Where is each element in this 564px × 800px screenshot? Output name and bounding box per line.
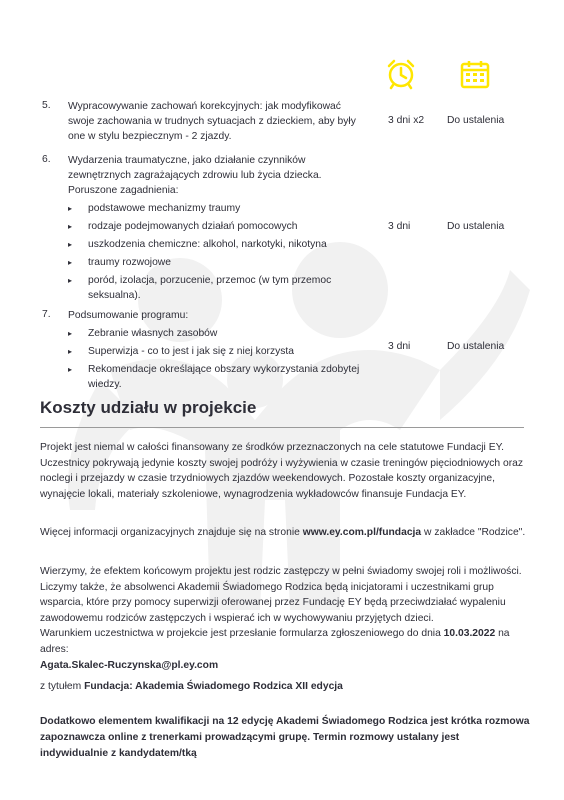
row-description: Wypracowywanie zachowań korekcyjnych: jak modyfikować swoje zachowania w trudnych sytuacjach z dzieckiem, aby były one w stylu bezpiecznym - 2 zjazdy.	[68, 101, 356, 142]
row-duration: 3 dni x2	[388, 115, 425, 126]
heading-divider	[40, 427, 524, 428]
paragraph-condition	[40, 626, 530, 657]
row-subheading: Poruszone zagadnienia:	[68, 185, 179, 196]
calendar-icon	[459, 58, 491, 90]
text: z tytułem	[40, 681, 85, 692]
email-subject: Fundacja: Akademia Świadomego Rodzica XII edycja	[84, 681, 343, 692]
row-duration: 3 dni	[388, 221, 411, 232]
bullet-item: ▸ traumy rozwojowe	[68, 255, 368, 270]
row-date: Do ustalenia	[447, 115, 505, 126]
contact-email[interactable]: Agata.Skalec-Ruczynska@pl.ey.com	[40, 660, 219, 671]
bullet-item: ▸ Zebranie własnych zasobów	[68, 326, 368, 341]
text: na adres:	[40, 628, 510, 655]
row-description: Wydarzenia traumatyczne, jako działanie czynników zewnętrznych zagrażających zdrowiu lub życia dziecka.	[68, 155, 322, 181]
alarm-clock-icon	[385, 58, 417, 90]
row-description-block	[68, 308, 368, 392]
bullet-item: ▸ poród, izolacja, porzucenie, przemoc (w tym przemoc seksualna).	[68, 273, 368, 303]
row-description: Podsumowanie programu:	[68, 310, 189, 321]
row-description-block	[68, 153, 368, 303]
bullet-item: ▸ Superwizja - co to jest i jak się z niej korzysta	[68, 344, 368, 359]
paragraph-goal: Wierzymy, że efektem końcowym projektu jest rodzic zastępczy w pełni świadomy swojej roli i możliwości. Liczymy także, że absolwenci Akademii Świadomego Rodzica będą inicjatorami i uczestnikami grup wsparcia, które przy pomocy superwizji oferowanej przez Fundację EY będą przeciwdziałać wypaleniu zawodowemu rodziców zastępczych i wspierać ich w wychowywaniu przyjętych dzieci.	[40, 566, 522, 624]
row-number: 6.	[42, 154, 51, 165]
text: w zakładce "Rodzice".	[421, 527, 526, 538]
row-date: Do ustalenia	[447, 341, 505, 352]
text: Więcej informacji organizacyjnych znajduje się na stronie	[40, 527, 303, 538]
paragraph-funding: Projekt jest niemal w całości finansowany ze środków przeznaczonych na cele statutowe Fundacji EY. Uczestnicy pokrywają jedynie koszty swojej podróży i wyżywienia w czasie treningów pięciodniowych oraz noclegi i przejazdy w czasie trzydniowych zjazdów weekendowych. Pozostałe koszty organizacyjne, wynajęcie lokali, materiały szkoleniowe, wynagrodzenia wykładowców finansuje Fundacja EY.	[40, 442, 524, 500]
deadline-date: 10.03.2022	[443, 628, 496, 639]
paragraph-more-info	[40, 525, 530, 541]
row-date: Do ustalenia	[447, 221, 505, 232]
website-link[interactable]: www.ey.com.pl/fundacja	[302, 527, 422, 538]
bullet-item: ▸ Rekomendacje określające obszary wykorzystania zdobytej wiedzy.	[68, 362, 368, 392]
row-duration: 3 dni	[388, 341, 411, 352]
bullet-item: ▸ rodzaje podejmowanych działań pomocowych	[68, 219, 368, 234]
bullet-item: ▸ podstawowe mechanizmy traumy	[68, 201, 368, 216]
paragraph-qualification: Dodatkowo elementem kwalifikacji na 12 edycję Akademi Świadomego Rodzica jest krótka rozmowa zapoznawcza online z trenerkami prowadzącymi grupę. Termin rozmowy ustalany jest indywidualnie z kandydatem/tką	[40, 716, 530, 759]
section-heading: Koszty udziału w projekcie	[40, 398, 257, 417]
row-number: 5.	[42, 100, 51, 111]
text: Warunkiem uczestnictwa w projekcie jest przesłanie formularza zgłoszeniowego do dnia	[40, 628, 444, 639]
row-number: 7.	[42, 309, 51, 320]
paragraph-subject	[40, 679, 530, 695]
bullet-item: ▸ uszkodzenia chemiczne: alkohol, narkotyki, nikotyna	[68, 237, 368, 252]
